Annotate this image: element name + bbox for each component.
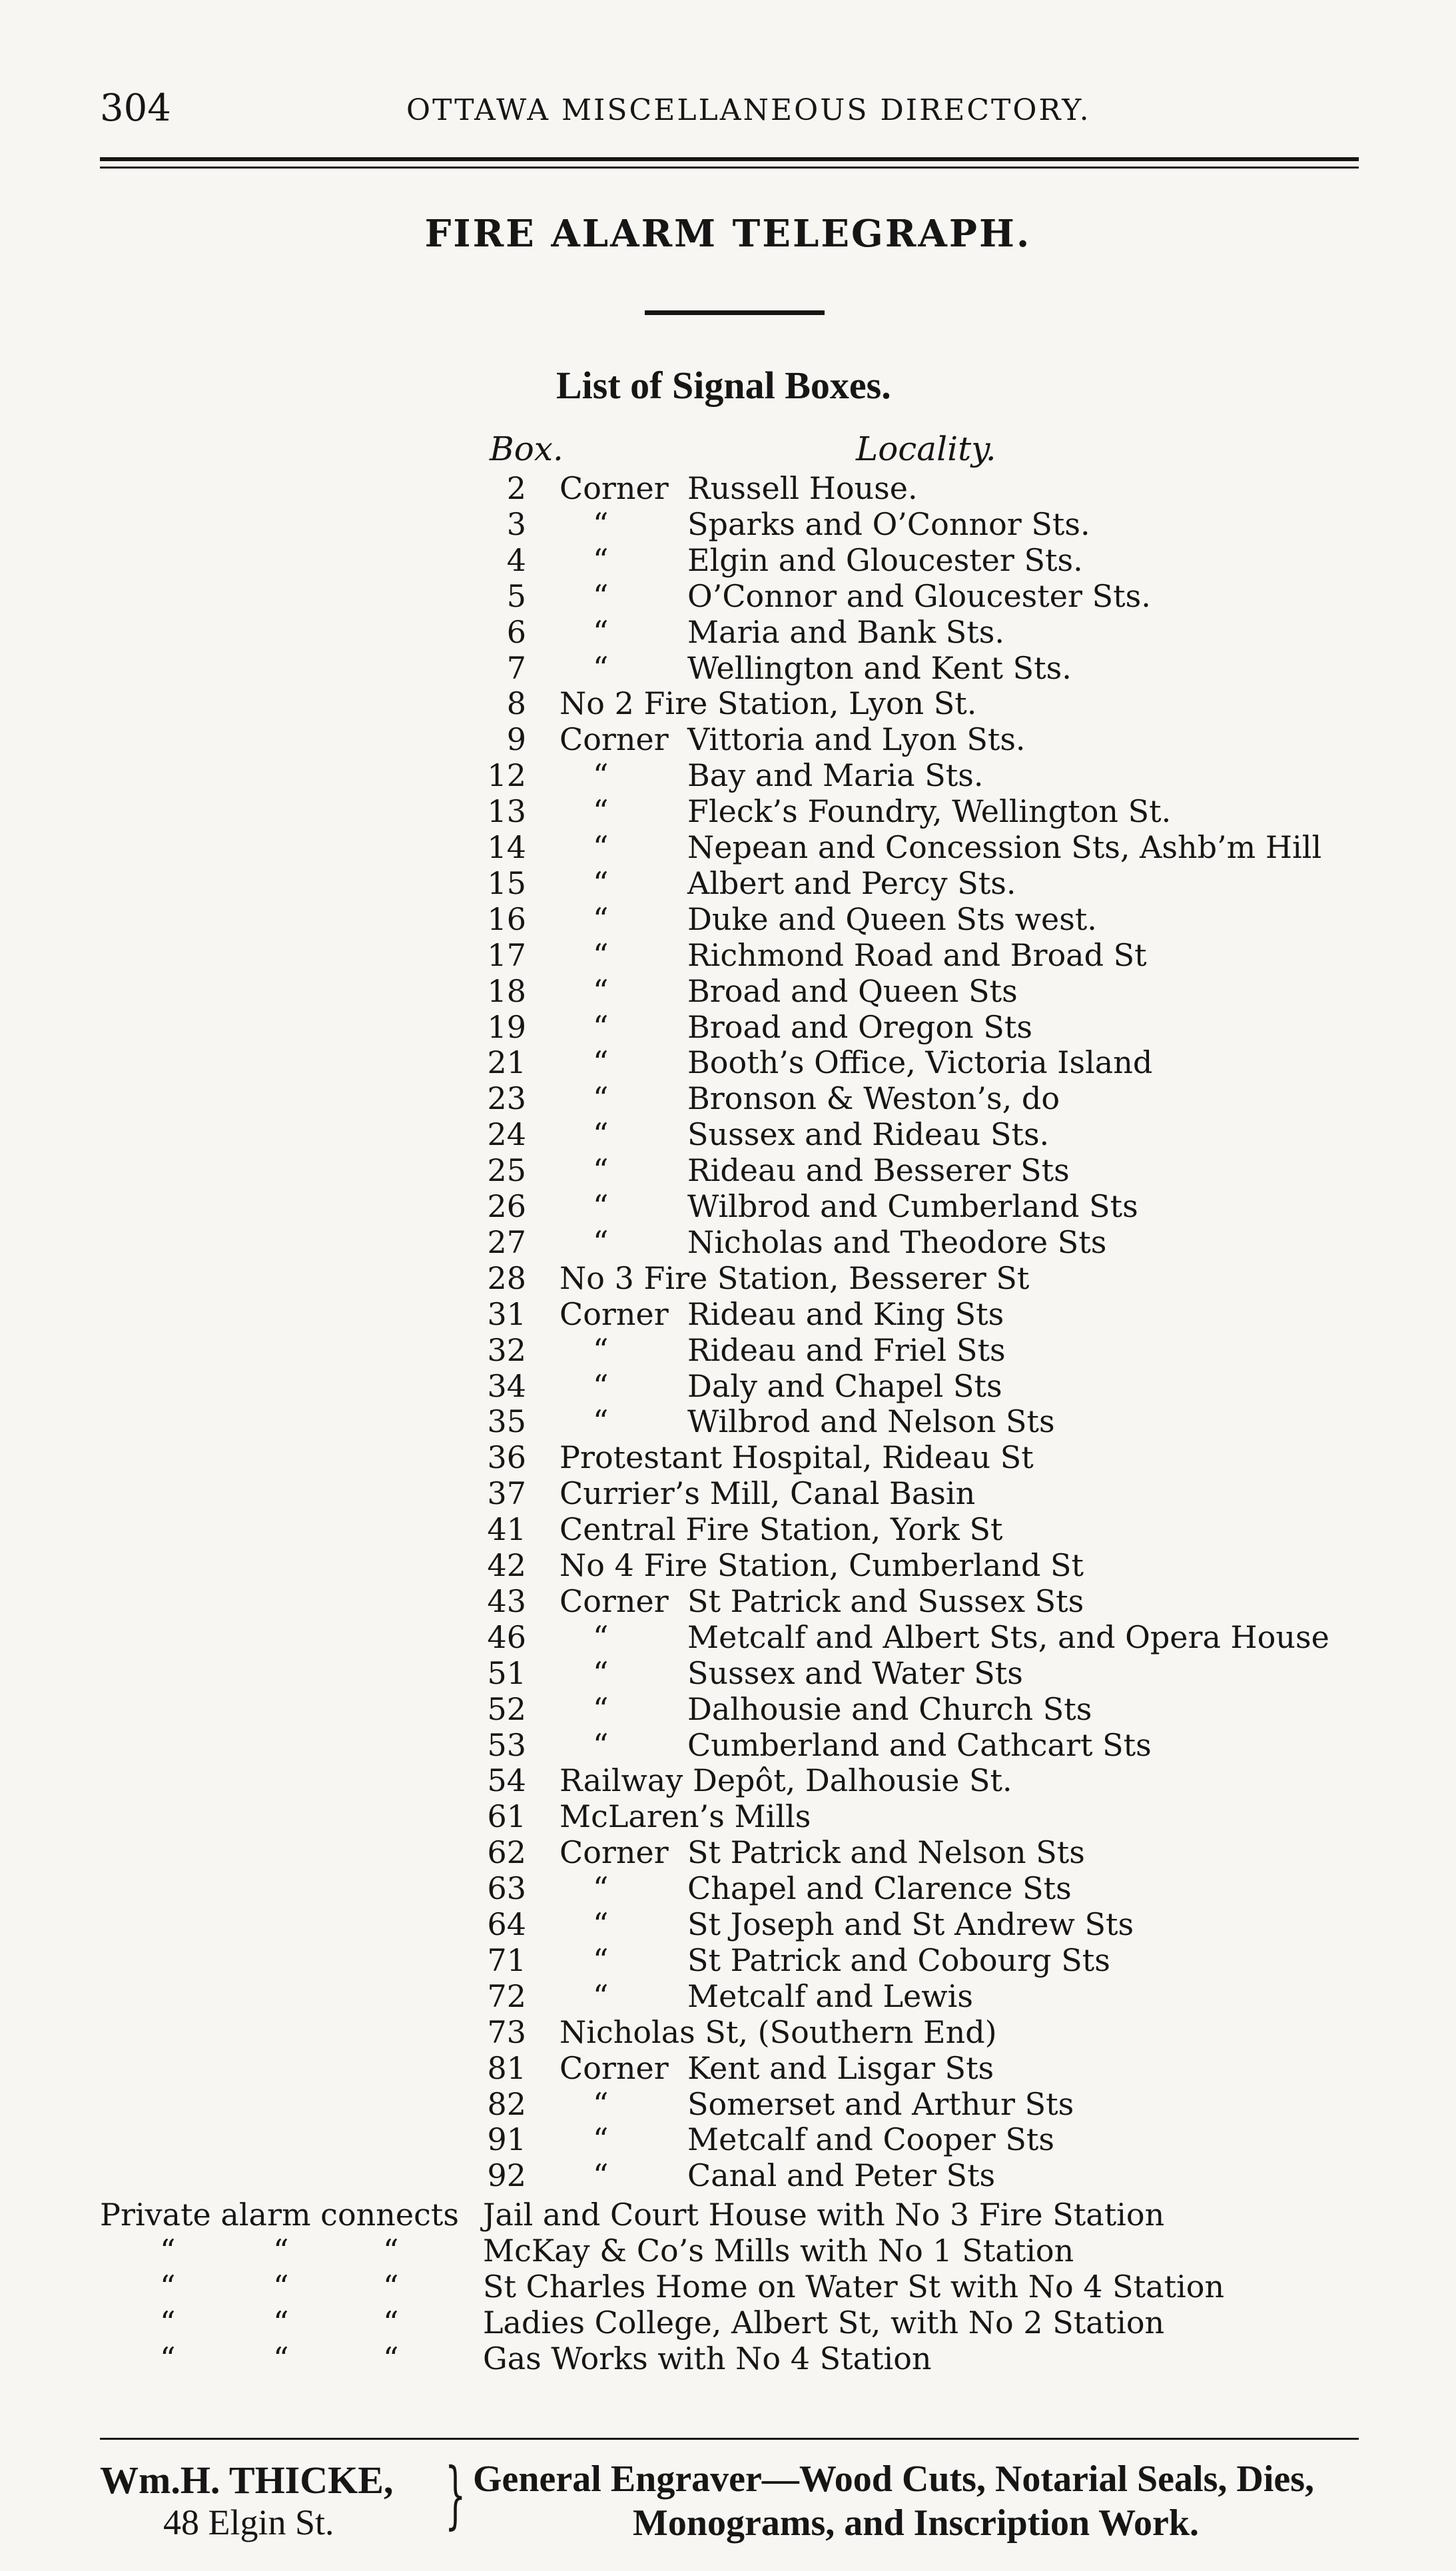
column-header-locality: Locality. [856,430,996,468]
box-number: 15 [487,865,526,901]
box-locality: Metcalf and Lewis [687,1978,973,2014]
box-number: 13 [487,793,526,829]
signal-box-row [0,1475,1456,1511]
signal-box-row [0,2121,1456,2157]
box-locality: Central Fire Station, York St [559,1511,1003,1547]
ditto-mark: “ [593,901,609,937]
box-locality: Rideau and Friel Sts [687,1332,1006,1368]
ditto-mark: “ [593,1332,609,1368]
signal-box-row [0,1009,1456,1045]
ditto-mark: “ [273,2305,289,2341]
signal-box-row [0,1978,1456,2014]
header-rule-thin [100,167,1359,169]
signal-box-row [0,1727,1456,1763]
box-number: 73 [487,2014,526,2050]
ditto-mark: “ [593,1942,609,1978]
ditto-mark: “ [593,937,609,973]
ditto-mark: “ [593,1978,609,2014]
box-number: 25 [487,1152,526,1188]
box-locality: Russell House. [687,470,918,506]
ditto-mark: “ [593,1403,609,1439]
box-locality: O’Connor and Gloucester Sts. [687,578,1151,614]
box-number: 46 [487,1619,526,1655]
box-locality: No 2 Fire Station, Lyon St. [559,685,977,721]
ditto-mark: “ [593,1152,609,1188]
running-title: OTTAWA MISCELLANEOUS DIRECTORY. [406,93,1091,127]
box-locality: St Patrick and Sussex Sts [687,1583,1084,1619]
signal-box-row [0,1403,1456,1439]
ditto-mark: “ [593,793,609,829]
ditto-mark: “ [593,1116,609,1152]
signal-box-row [0,1619,1456,1655]
box-number: 26 [487,1188,526,1224]
ditto-mark: “ [160,2269,176,2305]
section-title: FIRE ALARM TELEGRAPH. [424,212,1032,256]
ditto-mark: “ [160,2233,176,2269]
box-locality: Metcalf and Albert Sts, and Opera House [687,1619,1329,1655]
ditto-mark: “ [593,2121,609,2157]
box-locality: Metcalf and Cooper Sts [687,2121,1054,2157]
ditto-mark: “ [383,2341,399,2377]
private-alarm-row [0,2341,1456,2377]
private-alarm-row [0,2197,1456,2233]
private-alarm-intro: Private alarm connects [100,2197,459,2233]
box-number: 23 [487,1080,526,1116]
box-number: 32 [487,1332,526,1368]
signal-box-row [0,1762,1456,1798]
advertisement-text-line-1: General Engraver—Wood Cuts, Notarial Seals, Dies, [473,2458,1315,2500]
private-alarm-text: St Charles Home on Water St with No 4 Station [483,2269,1225,2305]
box-locality: Elgin and Gloucester Sts. [687,542,1083,578]
box-number: 7 [506,650,526,686]
signal-box-row [0,793,1456,829]
box-number: 63 [487,1870,526,1906]
signal-box-row [0,1080,1456,1116]
box-number: 62 [487,1834,526,1870]
box-locality: Chapel and Clarence Sts [687,1870,1072,1906]
signal-box-row [0,1834,1456,1870]
ditto-mark: “ [383,2269,399,2305]
box-locality: Sparks and O’Connor Sts. [687,506,1090,542]
box-number: 71 [487,1942,526,1978]
box-number: 2 [506,470,526,506]
signal-box-row [0,470,1456,506]
box-locality: Broad and Queen Sts [687,973,1018,1009]
ditto-mark: “ [593,542,609,578]
ditto-mark: “ [160,2305,176,2341]
box-number: 31 [487,1296,526,1332]
box-locality: Richmond Road and Broad St [687,937,1147,973]
ditto-mark: “ [593,1224,609,1260]
box-locality: St Joseph and St Andrew Sts [687,1906,1134,1942]
ditto-mark: “ [593,1906,609,1942]
locality-prefix: Corner [559,721,669,757]
signal-box-row [0,1691,1456,1727]
box-number: 12 [487,757,526,793]
ditto-mark: “ [593,2157,609,2193]
box-number: 16 [487,901,526,937]
box-locality: Bronson & Weston’s, do [687,1080,1060,1116]
signal-box-row [0,829,1456,865]
box-locality: No 4 Fire Station, Cumberland St [559,1547,1084,1583]
box-number: 43 [487,1583,526,1619]
box-number: 64 [487,1906,526,1942]
ditto-mark: “ [593,1727,609,1763]
footer-rule [100,2438,1359,2440]
signal-box-row [0,1906,1456,1942]
signal-box-row [0,650,1456,686]
private-alarm-row [0,2233,1456,2269]
box-locality: McLaren’s Mills [559,1798,811,1834]
signal-box-row [0,1224,1456,1260]
advertiser-address: 48 Elgin St. [163,2502,334,2542]
signal-box-row [0,578,1456,614]
locality-prefix: Corner [559,2050,669,2086]
box-locality: Daly and Chapel Sts [687,1368,1002,1404]
signal-box-row [0,2014,1456,2050]
box-locality: Protestant Hospital, Rideau St [559,1439,1034,1475]
box-number: 92 [487,2157,526,2193]
box-number: 21 [487,1044,526,1080]
box-number: 53 [487,1727,526,1763]
signal-box-row [0,1547,1456,1583]
signal-box-row [0,2086,1456,2122]
signal-box-row [0,1296,1456,1332]
box-locality: Sussex and Water Sts [687,1655,1023,1691]
box-locality: Wilbrod and Nelson Sts [687,1403,1055,1439]
signal-box-row [0,901,1456,937]
box-number: 24 [487,1116,526,1152]
ditto-mark: “ [593,614,609,650]
box-locality: Kent and Lisgar Sts [687,2050,994,2086]
ditto-mark: “ [383,2233,399,2269]
box-number: 3 [506,506,526,542]
box-number: 6 [506,614,526,650]
ditto-mark: “ [273,2233,289,2269]
box-locality: Somerset and Arthur Sts [687,2086,1074,2122]
ditto-mark: “ [593,1691,609,1727]
box-locality: Wellington and Kent Sts. [687,650,1072,686]
box-number: 34 [487,1368,526,1404]
box-locality: Duke and Queen Sts west. [687,901,1097,937]
signal-box-row [0,1511,1456,1547]
box-number: 28 [487,1260,526,1296]
signal-box-row [0,757,1456,793]
box-number: 8 [506,685,526,721]
signal-box-row [0,1368,1456,1404]
ditto-mark: “ [383,2305,399,2341]
box-locality: Currier’s Mill, Canal Basin [559,1475,976,1511]
box-number: 9 [506,721,526,757]
private-alarm-text: Ladies College, Albert St, with No 2 Station [483,2305,1165,2341]
title-divider [645,310,825,315]
box-locality: St Patrick and Nelson Sts [687,1834,1085,1870]
box-number: 37 [487,1475,526,1511]
signal-box-row [0,542,1456,578]
signal-box-row [0,1188,1456,1224]
box-locality: Vittoria and Lyon Sts. [687,721,1026,757]
ditto-mark: “ [593,1368,609,1404]
box-locality: Dalhousie and Church Sts [687,1691,1092,1727]
advertiser-name: Wm.H. THICKE, [100,2458,394,2502]
column-header-box: Box. [490,430,563,468]
ditto-mark: “ [593,650,609,686]
signal-box-row [0,865,1456,901]
box-number: 54 [487,1762,526,1798]
box-number: 41 [487,1511,526,1547]
box-number: 27 [487,1224,526,1260]
signal-box-row [0,1152,1456,1188]
ditto-mark: “ [593,1619,609,1655]
page-number: 304 [100,87,171,130]
box-number: 82 [487,2086,526,2122]
signal-box-row [0,1798,1456,1834]
locality-prefix: Corner [559,470,669,506]
box-locality: Railway Depôt, Dalhousie St. [559,1762,1012,1798]
signal-box-row [0,614,1456,650]
ditto-mark: “ [273,2341,289,2377]
box-locality: Nicholas and Theodore Sts [687,1224,1107,1260]
box-locality: Cumberland and Cathcart Sts [687,1727,1152,1763]
box-locality: Albert and Percy Sts. [687,865,1016,901]
signal-box-row [0,1044,1456,1080]
private-alarm-text: Gas Works with No 4 Station [483,2341,932,2377]
ditto-mark: “ [593,829,609,865]
box-number: 61 [487,1798,526,1834]
ditto-mark: “ [160,2341,176,2377]
ditto-mark: “ [273,2269,289,2305]
box-locality: Rideau and King Sts [687,1296,1004,1332]
box-number: 52 [487,1691,526,1727]
brace-icon: } [445,2452,466,2537]
box-number: 35 [487,1403,526,1439]
private-alarm-row [0,2269,1456,2305]
signal-box-row [0,1332,1456,1368]
signal-box-row [0,937,1456,973]
signal-box-row [0,2050,1456,2086]
box-number: 81 [487,2050,526,2086]
signal-box-row [0,2157,1456,2193]
box-number: 51 [487,1655,526,1691]
box-locality: Bay and Maria Sts. [687,757,984,793]
ditto-mark: “ [593,578,609,614]
locality-prefix: Corner [559,1296,669,1332]
ditto-mark: “ [593,1655,609,1691]
signal-box-row [0,1942,1456,1978]
box-number: 5 [506,578,526,614]
box-number: 19 [487,1009,526,1045]
list-subtitle: List of Signal Boxes. [556,364,891,407]
ditto-mark: “ [593,757,609,793]
signal-box-row [0,721,1456,757]
ditto-mark: “ [593,865,609,901]
box-locality: Nicholas St, (Southern End) [559,2014,997,2050]
box-number: 18 [487,973,526,1009]
signal-box-row [0,1439,1456,1475]
signal-box-row [0,973,1456,1009]
header-rule-thick [100,157,1359,161]
locality-prefix: Corner [559,1583,669,1619]
box-locality: Maria and Bank Sts. [687,614,1004,650]
private-alarm-text: McKay & Co’s Mills with No 1 Station [483,2233,1074,2269]
box-locality: Broad and Oregon Sts [687,1009,1033,1045]
box-number: 36 [487,1439,526,1475]
box-number: 91 [487,2121,526,2157]
box-locality: No 3 Fire Station, Besserer St [559,1260,1030,1296]
box-locality: Booth’s Office, Victoria Island [687,1044,1153,1080]
box-locality: Rideau and Besserer Sts [687,1152,1070,1188]
locality-prefix: Corner [559,1834,669,1870]
signal-box-row [0,1655,1456,1691]
box-locality: Sussex and Rideau Sts. [687,1116,1050,1152]
ditto-mark: “ [593,1080,609,1116]
signal-box-row [0,685,1456,721]
box-number: 17 [487,937,526,973]
box-locality: Wilbrod and Cumberland Sts [687,1188,1138,1224]
ditto-mark: “ [593,1870,609,1906]
box-locality: Fleck’s Foundry, Wellington St. [687,793,1172,829]
signal-box-row [0,1116,1456,1152]
advertisement-text-line-2: Monograms, and Inscription Work. [633,2502,1199,2544]
box-number: 14 [487,829,526,865]
box-number: 42 [487,1547,526,1583]
signal-box-row [0,1870,1456,1906]
ditto-mark: “ [593,506,609,542]
signal-box-row [0,506,1456,542]
ditto-mark: “ [593,2086,609,2122]
box-number: 72 [487,1978,526,2014]
box-locality: St Patrick and Cobourg Sts [687,1942,1110,1978]
box-locality: Nepean and Concession Sts, Ashb’m Hill [687,829,1322,865]
signal-box-row [0,1583,1456,1619]
ditto-mark: “ [593,973,609,1009]
box-number: 4 [506,542,526,578]
ditto-mark: “ [593,1009,609,1045]
ditto-mark: “ [593,1044,609,1080]
private-alarm-text: Jail and Court House with No 3 Fire Station [483,2197,1165,2233]
ditto-mark: “ [593,1188,609,1224]
box-locality: Canal and Peter Sts [687,2157,996,2193]
private-alarm-row [0,2305,1456,2341]
signal-box-row [0,1260,1456,1296]
